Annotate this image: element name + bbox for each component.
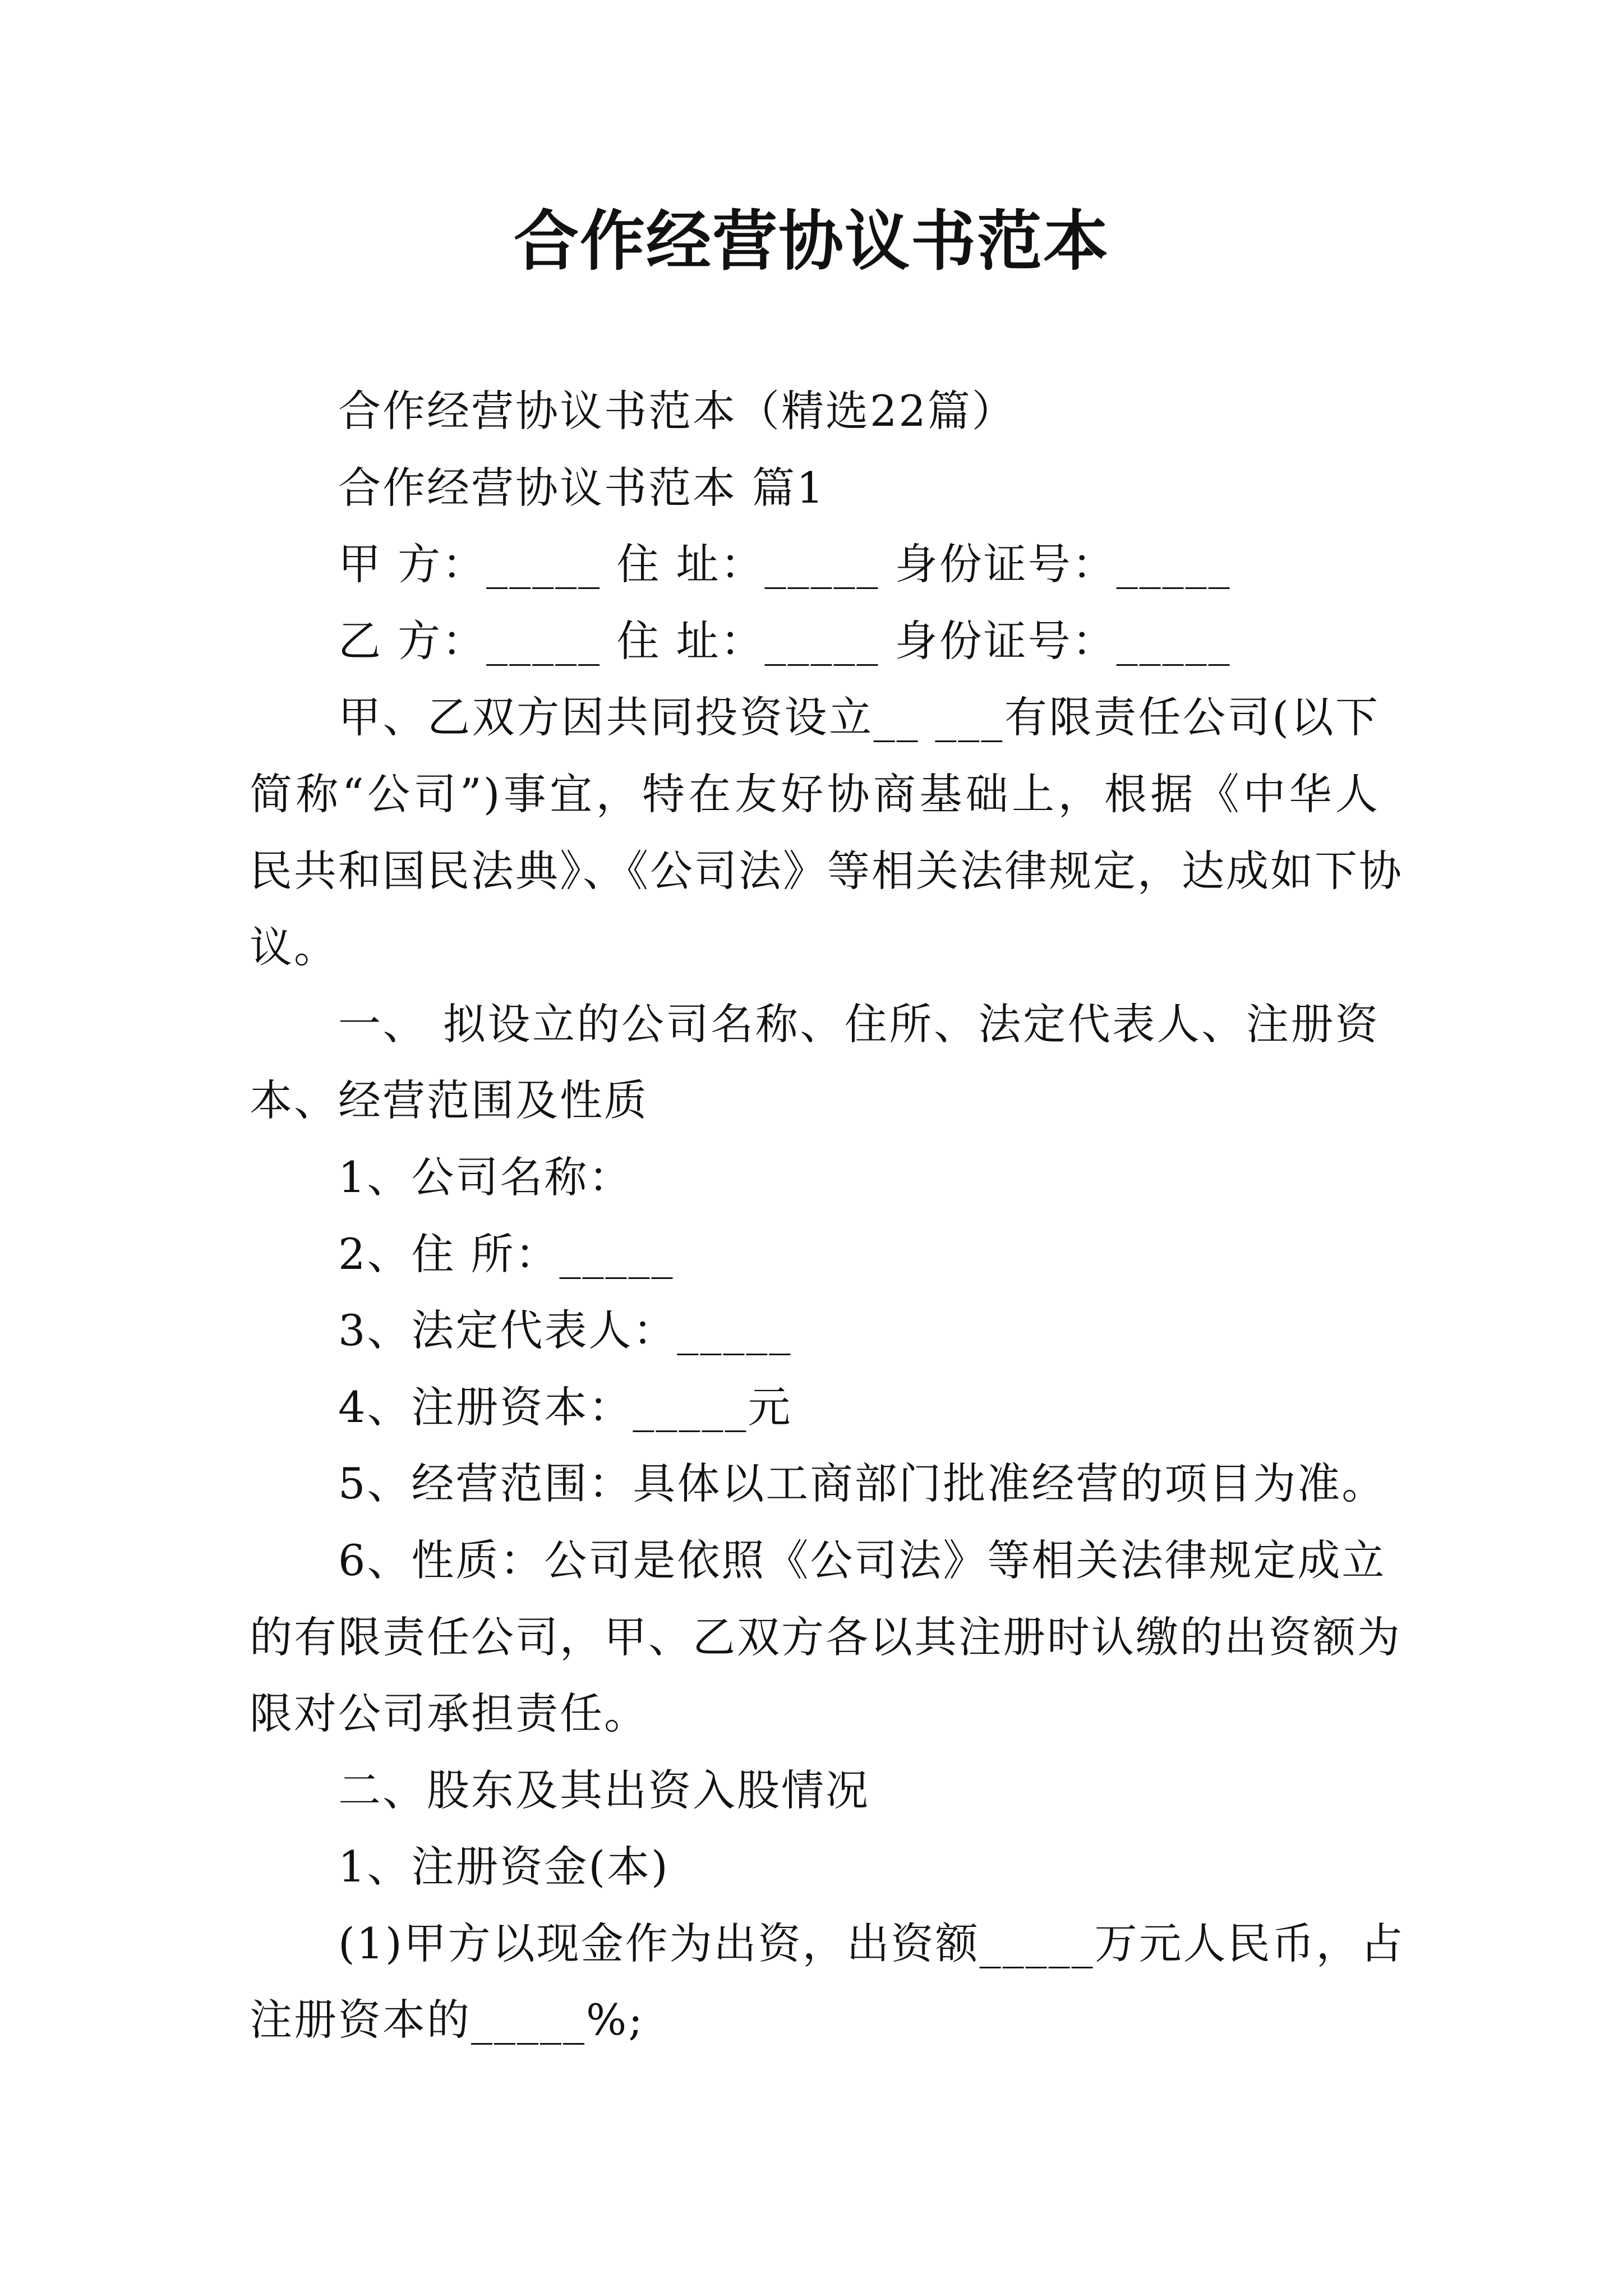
text-line: 一、 拟设立的公司名称、住所、法定代表人、注册资 xyxy=(338,999,1380,1049)
text-line: 4、注册资本：_____元 xyxy=(338,1382,792,1432)
text-line: 合作经营协议书范本（精选22篇） xyxy=(338,386,1016,436)
text-line: 1、注册资金(本) xyxy=(338,1842,670,1892)
text-line: 甲 方：_____ 住 址：_____ 身份证号：_____ xyxy=(338,539,1232,590)
text-line: 限对公司承担责任。 xyxy=(250,1688,648,1739)
text-line: 简称“公司”)事宜，特在友好协商基础上，根据《中华人 xyxy=(250,769,1380,819)
text-line: 甲、乙双方因共同投资设立__ ___有限责任公司(以下 xyxy=(338,692,1380,743)
text-line: 5、经营范围：具体以工商部门批准经营的项目为准。 xyxy=(338,1458,1386,1509)
text-line: 2、住 所：_____ xyxy=(338,1228,675,1279)
text-line: 合作经营协议书范本 篇1 xyxy=(338,462,826,513)
text-line: 本、经营范围及性质 xyxy=(250,1075,648,1126)
text-line: 3、法定代表人：_____ xyxy=(338,1305,792,1356)
text-line: 注册资本的_____%; xyxy=(250,1995,644,2045)
text-line: 乙 方：_____ 住 址：_____ 身份证号：_____ xyxy=(338,615,1232,666)
text-line: 议。 xyxy=(250,922,338,973)
text-line: 的有限责任公司，甲、乙双方各以其注册时认缴的出资额为 xyxy=(250,1612,1401,1662)
text-line: (1)甲方以现金作为出资，出资额_____万元人民币，占 xyxy=(338,1918,1405,1968)
text-line: 1、公司名称： xyxy=(338,1152,633,1202)
text-line: 民共和国民法典》、《公司法》等相关法律规定，达成如下协 xyxy=(250,845,1403,896)
document-title: 合作经营协议书范本 xyxy=(514,203,1109,279)
text-line: 6、性质：公司是依照《公司法》等相关法律规定成立 xyxy=(338,1535,1386,1585)
text-line: 二、股东及其出资入股情况 xyxy=(338,1765,870,1815)
document-body xyxy=(250,373,1405,2059)
